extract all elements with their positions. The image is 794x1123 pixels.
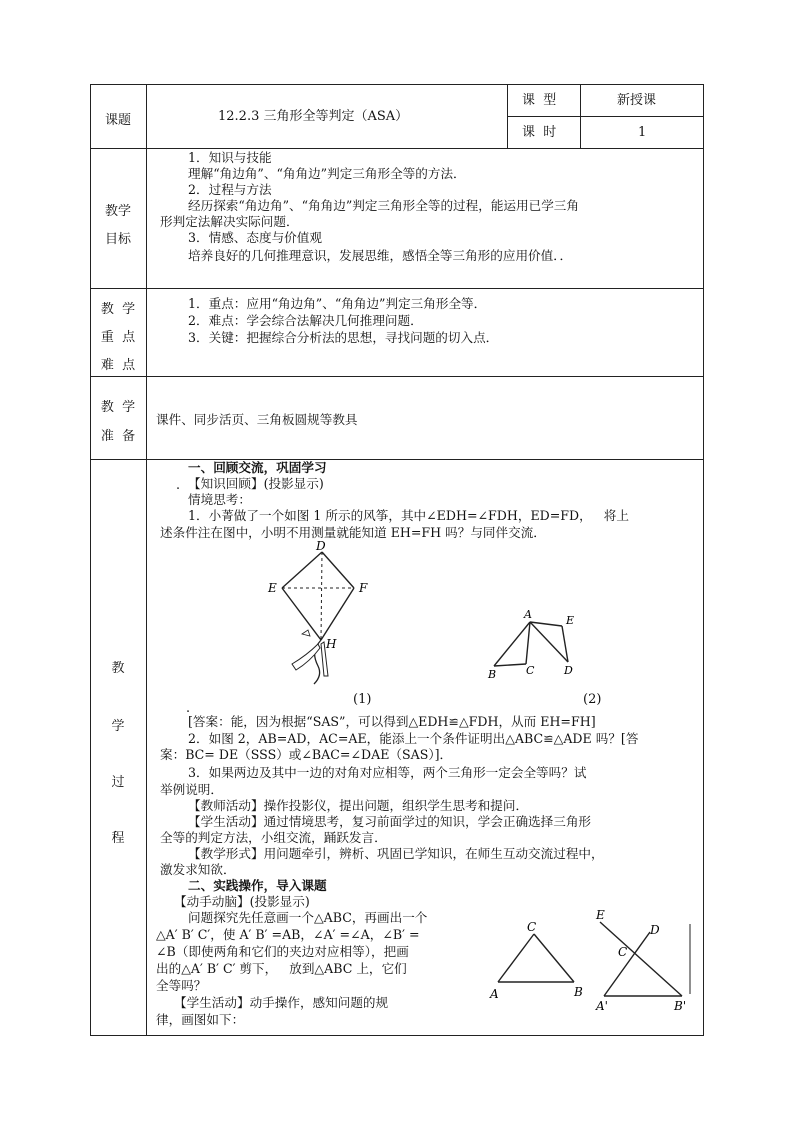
goals-line: 2．过程与方法 (188, 182, 272, 197)
row-divider-type-hours (507, 116, 703, 117)
question-1-line-1: 1．小菁做了一个如图 1 所示的风筝，其中∠EDH=∠FDH，ED=FD， 将上 (188, 508, 629, 523)
question-3-line-2: 举例说明． (160, 782, 223, 797)
goals-line: 培养良好的几何推理意识，发展思维，感悟全等三角形的应用价值．． (188, 248, 573, 263)
keypoints-label-3: 难 点 (100, 358, 136, 373)
label-column-divider (146, 84, 147, 1036)
keypoints-line: 1．重点：应用“角边角”、“角角边”判定三角形全等． (188, 296, 487, 311)
tri-label-b: B (574, 985, 583, 999)
teaching-form-line-1: 【教学形式】用问题牵引，辨析、巩固已学知识，在师生互动交流过程中， (188, 846, 604, 861)
keypoints-label-1: 教 学 (100, 302, 136, 317)
fig2-label-a: A (524, 608, 532, 621)
row-divider-header (90, 148, 703, 149)
fig2-label-c: C (526, 664, 535, 677)
question-2-line-1: 2．如图 2，AB=AD，AC=AE，能添上一个条件证明出△ABC≌△ADE 吗？[答 (188, 731, 639, 746)
kite-label-d: D (316, 539, 326, 553)
prep-label-2: 准 备 (100, 429, 136, 444)
prime-label-e: E (596, 908, 605, 922)
hours-value: 1 (638, 125, 647, 140)
goals-line: 3．情感、态度与价值观 (188, 230, 322, 245)
type-value: 新授课 (617, 93, 657, 108)
subject-label: 课题 (104, 113, 131, 128)
title-type-divider (507, 84, 508, 148)
fig2-label-e: E (566, 614, 575, 627)
process-label-4: 程 (111, 831, 125, 846)
table-border-bottom (90, 1035, 703, 1036)
problem-line: ∠B（即使两角和它们的夹边对应相等），把画 (156, 944, 409, 959)
problem-line: 问题探究先任意画一个△ABC，再画出一个 (188, 910, 428, 925)
goals-line: 理解“角边角”、“角角边”判定三角形全等的方法． (188, 166, 466, 181)
prime-label-c: C (618, 945, 628, 959)
keypoints-line: 3．关键：把握综合分析法的思想，寻找问题的切入点． (188, 330, 499, 345)
question-2-line-2: 案：BC= DE（SSS）或∠BAC=∠DAE（SAS）]． (160, 747, 453, 762)
table-border-right (703, 84, 704, 1036)
kite-label-f: F (359, 581, 368, 595)
problem-line: 全等吗？ (156, 978, 207, 993)
triangle-prime-figure (588, 906, 700, 1016)
row-divider-keypoints (90, 376, 703, 377)
problem-line: △A′ B′ C′，使 A′ B′ =AB，∠A′ =∠A，∠B′ = (156, 927, 420, 942)
stray-dot: . (176, 477, 181, 492)
student-activity-2-line-1: 【学生活动】动手操作，感知问题的规 (174, 995, 389, 1010)
process-label-1: 教 (111, 661, 125, 676)
prime-label-a: A' (596, 999, 608, 1013)
think-heading: 情境思考： (188, 492, 251, 507)
figure-1-caption: (1) (353, 692, 372, 707)
kite-figure (262, 538, 382, 688)
kite-label-e: E (268, 581, 277, 595)
prep-text: 课件、同步活页、三角板圆规等教具 (156, 412, 358, 427)
table-border-top (90, 84, 703, 85)
tri-label-c: C (527, 920, 537, 934)
subject-title: 12.2.3 三角形全等判定（ASA） (218, 109, 409, 124)
student-activity-line-1: 【学生活动】通过情境思考，复习前面学过的知识，学会正确选择三角形 (188, 814, 591, 829)
section-1-title: 一、回顾交流，巩固学习 (188, 460, 327, 475)
tri-label-a: A (490, 987, 499, 1001)
prep-label-1: 教 学 (100, 400, 136, 415)
process-label-3: 过 (111, 775, 125, 790)
figure-2-caption: (2) (583, 692, 602, 707)
type-value-divider (580, 84, 581, 148)
teaching-form-line-2: 激发求知欲． (160, 862, 236, 877)
triangle-abc-figure (484, 918, 594, 1008)
question-1-line-2: 述条件注在图中，小明不用测量就能知道 EH=FH 吗？与同伴交流． (160, 525, 546, 540)
hours-label: 课 时 (522, 125, 557, 140)
teacher-activity: 【教师活动】操作投影仪，提出问题，组织学生思考和提问． (188, 798, 529, 813)
row-divider-goals (90, 288, 703, 289)
question-3-line-1: 3．如果两边及其中一边的对角对应相等，两个三角形一定会全等吗？试 (188, 765, 587, 780)
review-heading: 【知识回顾】(投影显示) (188, 476, 324, 491)
stray-dot: . (186, 700, 191, 715)
row-divider-prep (90, 459, 703, 460)
fig2-label-d: D (564, 664, 573, 677)
kite-label-h: H (326, 637, 337, 651)
answer-1: [答案：能，因为根据“SAS”，可以得到△EDH≌△FDH，从而 EH=FH] (188, 714, 596, 729)
goals-line: 1．知识与技能 (188, 150, 272, 165)
keypoints-line: 2．难点：学会综合法解决几何推理问题． (188, 313, 423, 328)
type-label: 课 型 (522, 93, 557, 108)
goals-line: 经历探索“角边角”、“角角边”判定三角形全等的过程，能运用已学三角 (188, 198, 579, 213)
process-label-2: 学 (111, 719, 125, 734)
prime-label-b: B' (674, 999, 687, 1013)
section-2-title: 二、实践操作，导入课题 (188, 878, 327, 893)
student-activity-2-line-2: 律，画图如下： (156, 1012, 245, 1027)
figure-2 (480, 604, 590, 684)
goals-label-2: 目标 (104, 232, 131, 247)
fig2-label-b: B (488, 668, 497, 681)
hands-on-heading: 【动手动脑】(投影显示) (174, 894, 310, 909)
goals-label-1: 教学 (104, 204, 131, 219)
prime-label-d: D (650, 923, 660, 937)
student-activity-line-2: 全等的判定方法，小组交流，踊跃发言． (160, 830, 387, 845)
problem-line: 出的△A′ B′ C′ 剪下， 放到△ABC 上，它们 (156, 961, 407, 976)
goals-line: 形判定法解决实际问题． (160, 214, 299, 229)
keypoints-label-2: 重 点 (100, 330, 136, 345)
table-border-left (90, 84, 91, 1036)
